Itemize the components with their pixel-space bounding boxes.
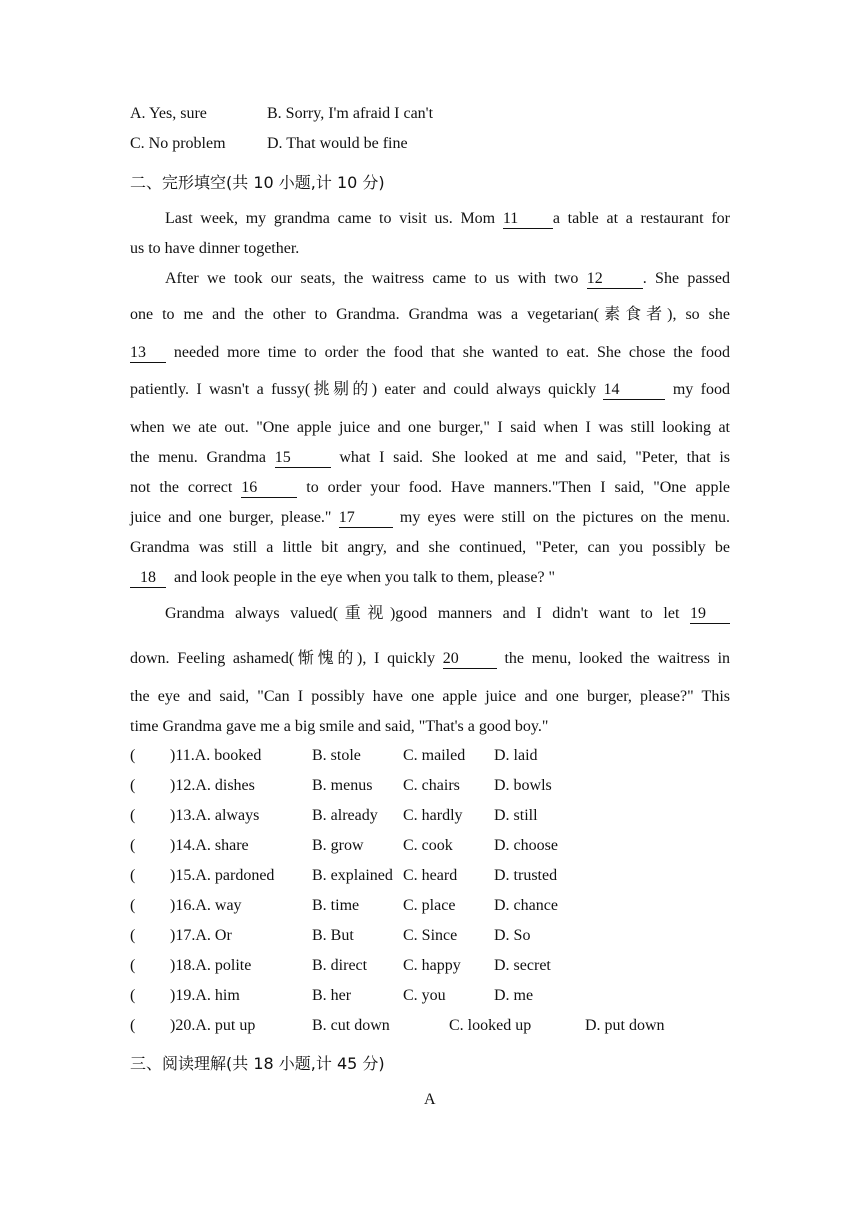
text: 重视 (338, 603, 390, 622)
prev-option-d: D. That would be fine (267, 135, 408, 152)
text: my eyes were still on the pictures on the menu. (399, 509, 731, 526)
passage-line (130, 508, 730, 528)
question-18-option-d: D. secret (494, 957, 551, 974)
text: ) eater and could always quickly (371, 381, 597, 398)
text: Grandma always valued( (165, 605, 339, 622)
question-12-option-b: B. menus (312, 777, 373, 794)
question-15-option-d: D. trusted (494, 867, 558, 884)
question-13-option-b: B. already (312, 807, 378, 824)
question-16-answer-paren: ( (130, 897, 136, 914)
passage-line (130, 418, 730, 438)
question-18-answer-paren: ( (130, 957, 136, 974)
question-11-option-c: C. mailed (403, 747, 466, 764)
question-15-option-a: )15.A. pardoned (170, 867, 275, 884)
question-16-option-d: D. chance (494, 897, 558, 914)
text: a table at a restaurant for (552, 210, 731, 227)
text: the menu, looked the waitress in (504, 650, 731, 667)
question-17-option-c: C. Since (403, 927, 458, 944)
question-18-option-a: )18.A. polite (170, 957, 252, 974)
question-13-option-c: C. hardly (403, 807, 463, 824)
question-16-option-c: C. place (403, 897, 456, 914)
blank-14: 14 (603, 381, 665, 400)
text: juice and one burger, please." (130, 509, 332, 526)
text: . She passed (642, 270, 731, 287)
blank-19: 19 (690, 605, 730, 624)
question-11-option-a: )11.A. booked (170, 747, 262, 764)
question-17-option-b: B. But (312, 927, 354, 944)
question-20-option-a: )20.A. put up (170, 1017, 256, 1034)
question-12-option-c: C. chairs (403, 777, 460, 794)
question-12-option-a: )12.A. dishes (170, 777, 255, 794)
passage-line (130, 239, 730, 259)
question-13-option-a: )13.A. always (170, 807, 260, 824)
text: not the correct (130, 479, 233, 496)
question-14-option-b: B. grow (312, 837, 364, 854)
text: time Grandma gave me a big smile and said, "That's a good boy." (130, 718, 549, 735)
question-19-option-c: C. you (403, 987, 446, 1004)
question-13-option-d: D. still (494, 807, 538, 824)
text: needed more time to order the food that she wanted to eat. She chose the food (173, 344, 730, 361)
question-11-answer-paren: ( (130, 747, 136, 764)
question-14-answer-paren: ( (130, 837, 136, 854)
question-12-option-d: D. bowls (494, 777, 552, 794)
question-15-option-b: B. explained (312, 867, 393, 884)
text: down. Feeling ashamed( (130, 650, 295, 667)
text: the eye and said, "Can I possibly have one apple juice and one burger, please?" This (130, 688, 730, 705)
question-14-option-a: )14.A. share (170, 837, 249, 854)
blank-11: 11 (503, 210, 553, 229)
passage-line (130, 603, 730, 624)
passage-line (130, 448, 730, 468)
text: Grandma was still a little bit angry, and she continued, "Peter, can you possibly be (130, 539, 730, 556)
question-20-option-d: D. put down (585, 1017, 665, 1034)
section-3-heading: 三、阅读理解(共 18 小题,计 45 分) (130, 1054, 385, 1073)
text: 惭愧的 (294, 648, 358, 667)
text: ), so she (667, 306, 730, 323)
passage-line (130, 538, 730, 558)
passage-line (130, 269, 730, 289)
question-19-answer-paren: ( (130, 987, 136, 1004)
text: what I said. She looked at me and said, "Peter, that is (339, 449, 731, 466)
question-17-option-d: D. So (494, 927, 531, 944)
text: ), I quickly (357, 650, 436, 667)
prev-option-a: A. Yes, sure (130, 105, 207, 122)
blank-12: 12 (587, 270, 643, 289)
passage-line (130, 478, 730, 498)
text: patiently. I wasn't a fussy( (130, 381, 311, 398)
question-17-answer-paren: ( (130, 927, 136, 944)
passage-line (130, 209, 730, 229)
question-20-option-b: B. cut down (312, 1017, 390, 1034)
question-14-option-c: C. cook (403, 837, 453, 854)
question-15-answer-paren: ( (130, 867, 136, 884)
blank-13: 13 (130, 344, 166, 363)
passage-line (130, 568, 730, 588)
question-16-option-a: )16.A. way (170, 897, 242, 914)
question-19-option-b: B. her (312, 987, 352, 1004)
passage-line (130, 717, 730, 737)
question-18-option-b: B. direct (312, 957, 368, 974)
text: 素食者 (599, 304, 668, 323)
question-19-option-d: D. me (494, 987, 534, 1004)
text: Last week, my grandma came to visit us. Mom (165, 210, 496, 227)
text: and look people in the eye when you talk to them, please? " (174, 569, 556, 586)
blank-17: 17 (339, 509, 393, 528)
question-12-answer-paren: ( (130, 777, 136, 794)
text: us to have dinner together. (130, 240, 300, 257)
text: my food (672, 381, 731, 398)
passage-line (130, 304, 730, 325)
question-15-option-c: C. heard (403, 867, 458, 884)
question-11-option-b: B. stole (312, 747, 361, 764)
text: After we took our seats, the waitress came to us with two (165, 270, 579, 287)
question-20-answer-paren: ( (130, 1017, 136, 1034)
question-16-option-b: B. time (312, 897, 360, 914)
blank-20: 20 (443, 650, 497, 669)
text: one to me and the other to Grandma. Grandma was a vegetarian( (130, 306, 600, 323)
text: when we ate out. "One apple juice and one burger," I said when I was still looking at (130, 419, 730, 436)
question-20-option-c: C. looked up (449, 1017, 532, 1034)
blank-18: 18 (130, 569, 166, 588)
prev-option-b: B. Sorry, I'm afraid I can't (267, 105, 434, 122)
question-14-option-d: D. choose (494, 837, 558, 854)
prev-option-c: C. No problem (130, 135, 226, 152)
passage-line (130, 687, 730, 707)
passage-line (130, 648, 730, 669)
blank-15: 15 (275, 449, 331, 468)
question-19-option-a: )19.A. him (170, 987, 240, 1004)
question-11-option-d: D. laid (494, 747, 538, 764)
passage-line (130, 379, 730, 400)
text: 挑剔的 (310, 379, 372, 398)
passage-label: A (424, 1091, 436, 1108)
blank-16: 16 (241, 479, 297, 498)
text: the menu. Grandma (130, 449, 266, 466)
text: to order your food. Have manners."Then I said, "One apple (306, 479, 731, 496)
question-13-answer-paren: ( (130, 807, 136, 824)
question-17-option-a: )17.A. Or (170, 927, 232, 944)
section-2-heading: 二、完形填空(共 10 小题,计 10 分) (130, 173, 385, 192)
question-18-option-c: C. happy (403, 957, 461, 974)
passage-line (130, 343, 730, 363)
text: )good manners and I didn't want to let (389, 605, 680, 622)
